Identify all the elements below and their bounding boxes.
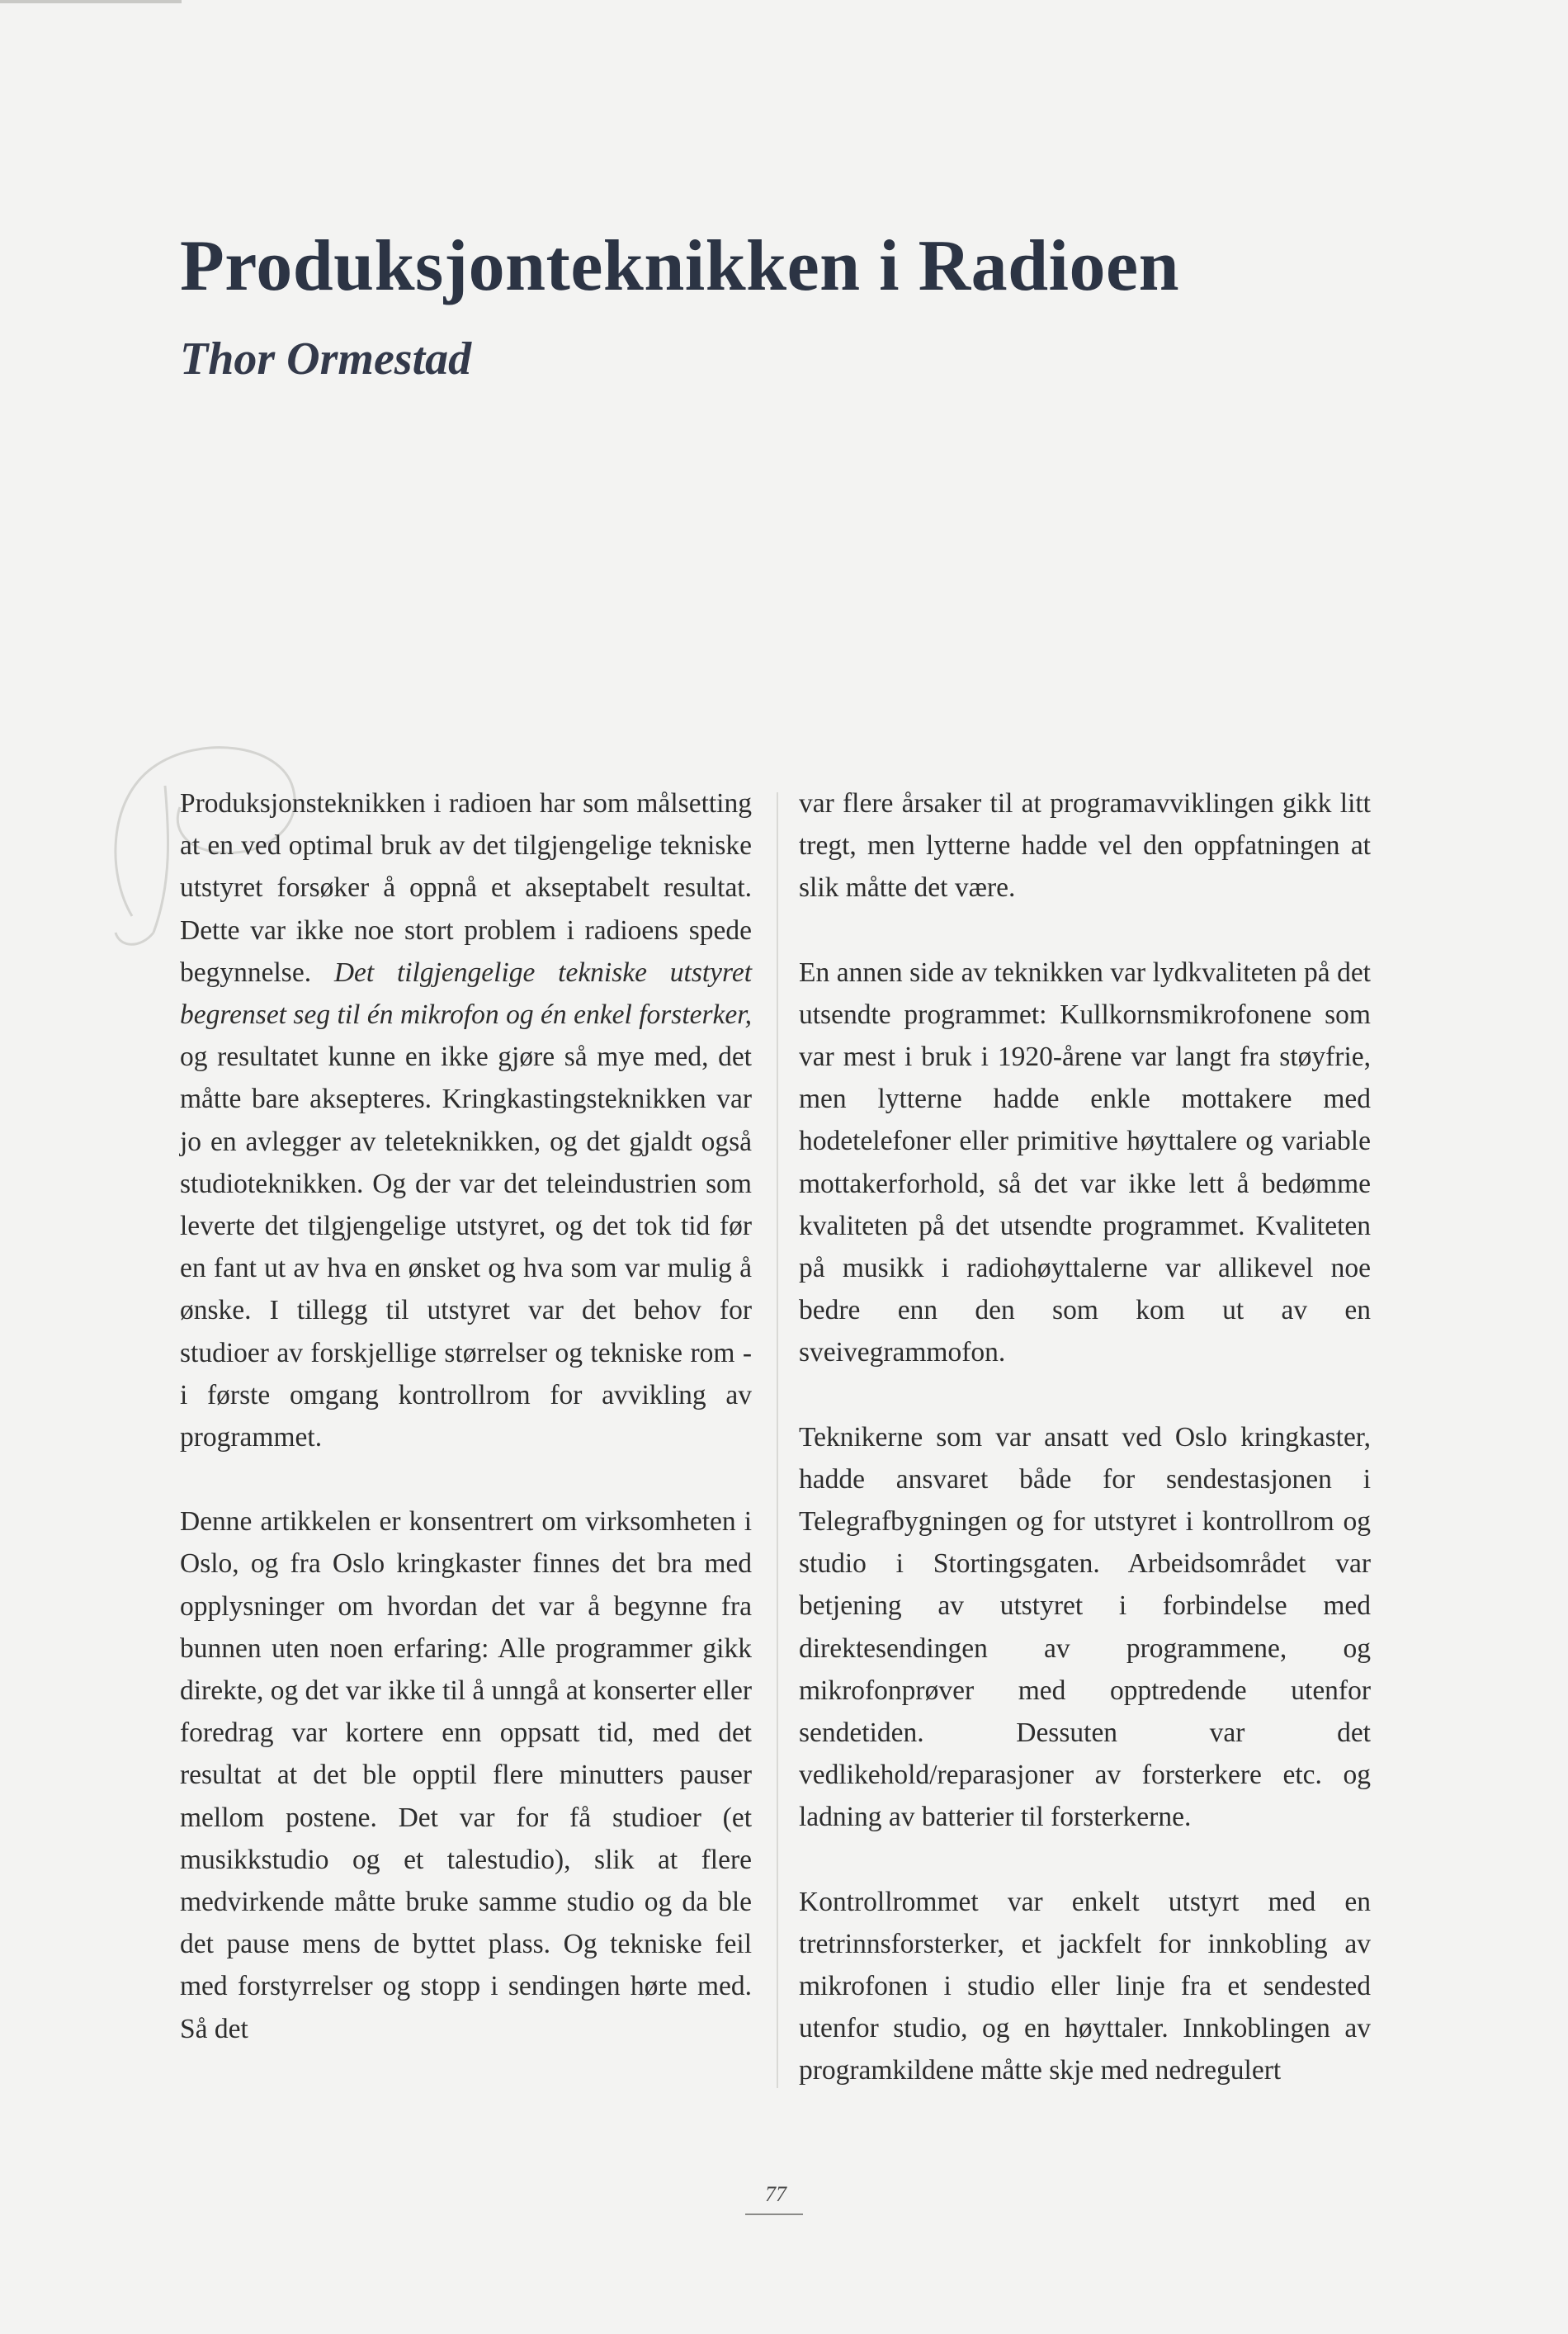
left-paragraph-1-italic: Det tilgjengelige tekniske utstyret begrenset seg til én mikrofon og én enkel forsterker, (180, 957, 753, 1031)
left-paragraph-1 (180, 782, 752, 1458)
right-paragraph-3: Teknikerne som var ansatt ved Oslo kringkaster, hadde ansvaret både for sendestasjonen i Telegrafbygningen og for utstyret i kontrollrom og studio i Stortingsgaten. Arbeidsområdet var betjening av utstyret i forbindelse med direktesendingen av programmene, og mikrofonprøver med opptredende utenfor sendetiden. Dessuten var det vedlikehold/reparasjoner av forsterkere etc. og ladning av batterier til forsterkerne. (799, 1421, 1371, 1833)
right-paragraph-2: En annen side av teknikken var lydkvaliteten på det utsendte programmet: Kullkornsmikrofonene som var mest i bruk i 1920-årene var langt fra støyfrie, men lytterne hadde enkle mottakere med hodetelefoner eller primitive høyttalere og variable mottakerforhold, så det var ikke lett å bedømme kvaliteten på det utsendte programmet. Kvaliteten på musikk i radiohøyttalerne var allikevel noe bedre enn den som kom ut av en sveivegrammofon. (799, 957, 1371, 1368)
top-edge-rule (0, 0, 182, 3)
left-paragraph-1-end: og resultatet kunne en ikke gjøre så mye med, det måtte bare aksepteres. Kringkastingsteknikken var jo en avlegger av teleteknikken, og det gjaldt også studioteknikken. Og der var det teleindustrien som leverte det tilgjengelige utstyret, og det tok tid før en fant ut av hva en ønsket og hva som var mulig å ønske. I tillegg til utstyret var det behov for studioer av forskjellige størrelser og tekniske rom - i første omgang kontrollrom for avvikling av programmet. (180, 1042, 752, 1453)
article-title: Produksjonteknikken i Radioen (180, 226, 1180, 306)
column-divider (777, 792, 778, 2088)
right-text-column (799, 782, 1371, 2134)
left-text-column (180, 782, 752, 2092)
page-number-underline (745, 2214, 803, 2215)
left-paragraph-1-start: Produksjonsteknikken i radioen har som målsetting at en ved optimal bruk av det tilgjengelige tekniske utstyret forsøker å oppnå et akseptabelt resultat. Dette var ikke noe stort problem i radioens spede begynnelse. (180, 788, 752, 988)
right-paragraph-4: Kontrollrommet var enkelt utstyrt med en tretrinnsforsterker, et jackfelt for innkobling av mikrofonen i studio eller linje fra et sendested utenfor studio, og en høyttaler. Innkoblingen av programkildene måtte skje med nedregulert (799, 1886, 1371, 2086)
left-paragraph-2: Denne artikkelen er konsentrert om virksomheten i Oslo, og fra Oslo kringkaster finnes det bra med opplysninger om hvordan det var å begynne fra bunnen uten noen erfaring: Alle programmer gikk direkte, og det var ikke til å unngå at konserter eller foredrag var kortere enn oppsatt tid, med det resultat at det ble opptil flere minutters pauser mellom postene. Det var for få studioer (et musikkstudio og et talestudio), slik at flere medvirkende måtte bruke samme studio og da ble det pause mens de byttet plass. Og tekniske feil med forstyrrelser og stopp i sendingen hørte med. Så det (180, 1506, 752, 2044)
right-paragraph-1: var flere årsaker til at programavviklingen gikk litt tregt, men lytterne hadde vel den oppfatningen at slik måtte det være. (799, 788, 1371, 904)
page-number: 77 (765, 2182, 786, 2206)
article-author: Thor Ormestad (180, 333, 472, 385)
